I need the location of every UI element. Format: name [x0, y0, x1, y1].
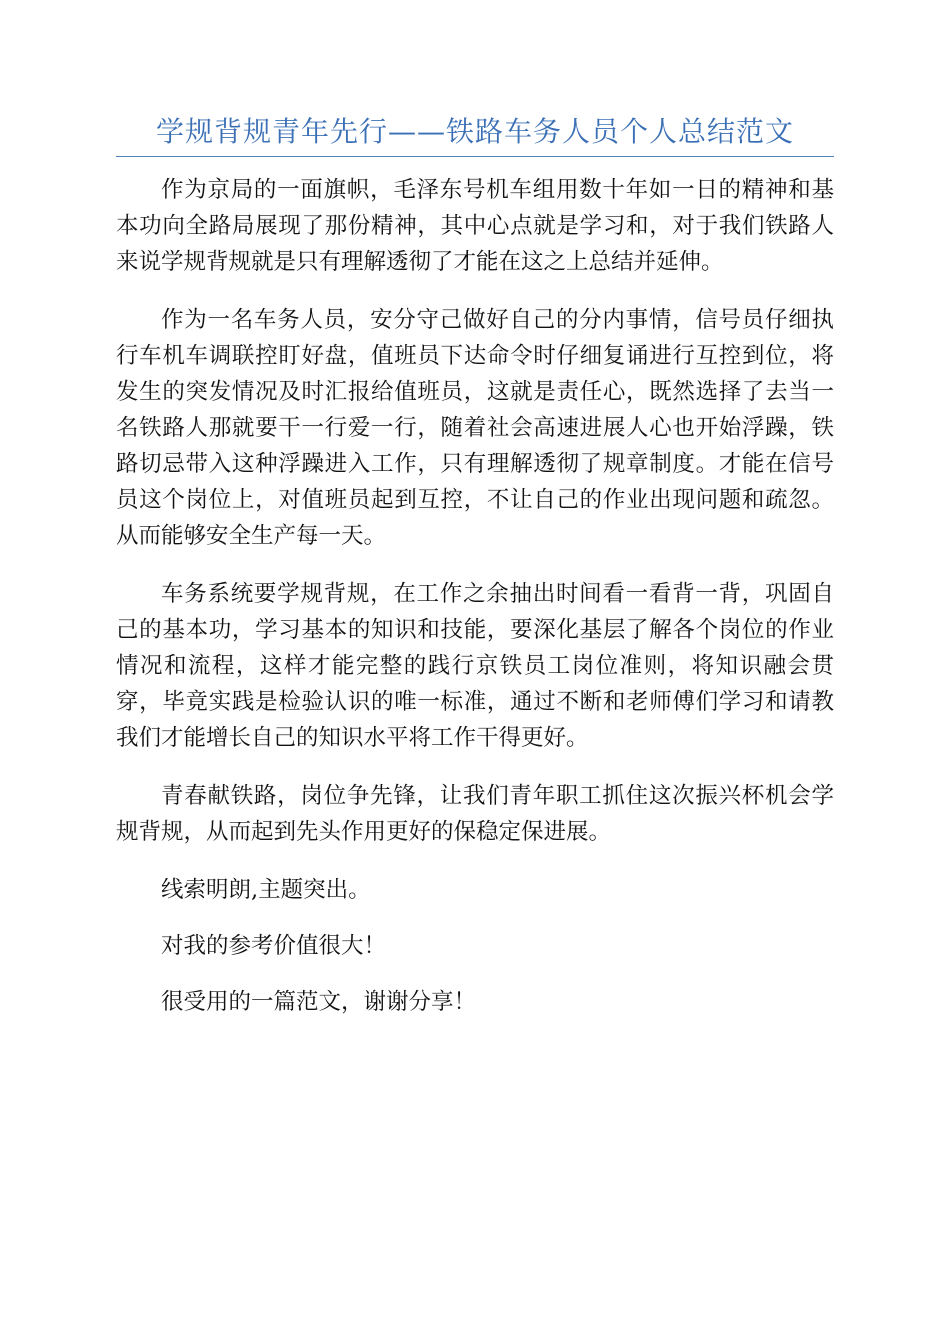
- comment-1: 线索明朗,主题突出。: [161, 877, 371, 903]
- paragraph-2: 作为一名车务人员，安分守己做好自己的分内事情，信号员仔细执行车机车调联控盯好盘，值班员下达命令时仔细复诵进行互控到位，将发生的突发情况及时汇报给值班员，这就是责任心，既然选择了去当一名铁路人那就要干一行爱一行，随着社会高速进展人心也开始浮躁，铁路切忌带入这种浮躁进入工作，只有理解透彻了规章制度。才能在信号员这个岗位上，对值班员起到互控，不让自己的作业出现问题和疏忽。从而能够安全生产每一天。: [116, 307, 834, 549]
- paragraph-4: 青春献铁路，岗位争先锋，让我们青年职工抓住这次振兴杯机会学规背规，从而起到先头作用更好的保稳定保进展。: [116, 783, 834, 845]
- document-title: 学规背规青年先行——铁路车务人员个人总结范文: [116, 112, 834, 157]
- comment-2: 对我的参考价值很大！: [161, 933, 387, 959]
- paragraph-3: 车务系统要学规背规，在工作之余抽出时间看一看背一背，巩固自己的基本功，学习基本的知识和技能，要深化基层了解各个岗位的作业情况和流程，这样才能完整的践行京铁员工岗位准则，将知识融会贯穿，毕竟实践是检验认识的唯一标准，通过不断和老师傅们学习和请教我们才能增长自己的知识水平将工作干得更好。: [116, 581, 834, 751]
- paragraph-1: 作为京局的一面旗帜，毛泽东号机车组用数十年如一日的精神和基本功向全路局展现了那份精神，其中心点就是学习和，对于我们铁路人来说学规背规就是只有理解透彻了才能在这之上总结并延伸。: [116, 177, 834, 275]
- document-body: [116, 172, 834, 1040]
- comment-3: 很受用的一篇范文，谢谢分享！: [161, 989, 477, 1015]
